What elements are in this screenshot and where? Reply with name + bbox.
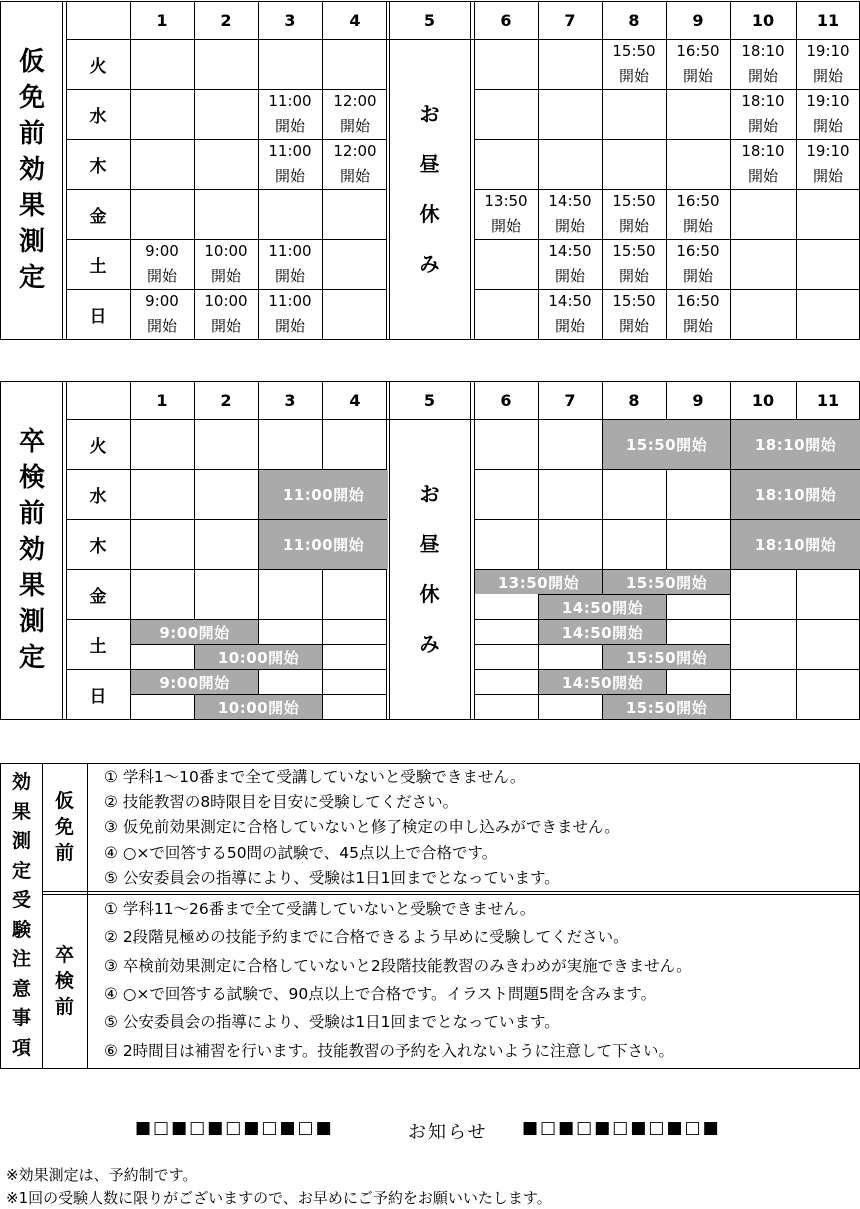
slot-start-label: 開始 [274,167,305,185]
slot-start-label: 開始 [339,167,370,185]
slot-time: 10:00 [204,292,248,310]
slot-time: 9:00 [145,242,179,260]
slot-start-label: 開始 [146,267,177,285]
sotsuken-note: ③ 卒検前効果測定に合格していないと2段階技能教習のみきわめが実施できません。 [104,956,692,975]
slot-time: 18:10 [741,42,785,60]
slot-start-label: 開始 [747,67,778,85]
grid-line [474,189,860,190]
title-char: 検 [18,463,45,493]
karimen-note: ③ 仮免前効果測定に合格していないと修了検定の申し込みができません。 [104,818,620,837]
grid-line [42,891,860,892]
period-header: 5 [423,390,436,410]
title-char: 免 [18,83,45,113]
slot-start-label: 開始 [339,117,370,135]
exam-slot [194,241,258,287]
day-label: 火 [89,56,107,77]
grid-line [474,139,860,140]
label-char: 前 [54,996,74,1018]
exam-slot [194,291,258,337]
period-header: 11 [816,390,840,410]
day-label: 水 [89,486,107,507]
exam-slot-bar: 15:50開始 [603,645,730,669]
slot-start-label: 開始 [747,167,778,185]
exam-slot-bar: 15:50開始 [603,695,730,719]
grid-line [87,763,88,1068]
exam-slot-bar: 10:00開始 [195,695,322,719]
title-char: 仮 [18,47,45,77]
period-header: 8 [628,10,640,30]
slot-start-label: 開始 [210,267,241,285]
grid-line [0,339,860,340]
exam-slot-bar: 18:10開始 [731,520,860,569]
notes-title-char: 測 [11,830,31,852]
slot-time: 16:50 [676,242,720,260]
slot-time: 9:00 [145,292,179,310]
label-char: 仮 [54,790,74,812]
slot-time: 10:00 [204,242,248,260]
exam-slot-bar: 14:50開始 [539,620,666,644]
exam-slot [666,41,730,87]
exam-slot [796,41,860,87]
slot-start-label: 開始 [554,217,585,235]
exam-slot [258,91,322,137]
period-header: 6 [500,390,512,410]
grid-line [470,381,471,719]
slot-start-label: 開始 [210,317,241,335]
exam-slot [602,41,666,87]
slot-start-label: 開始 [747,117,778,135]
period-header: 1 [156,390,168,410]
period-header: 9 [692,10,704,30]
grid-line [66,189,386,190]
exam-slot [666,291,730,337]
period-header: 11 [816,10,840,30]
exam-slot [602,291,666,337]
slot-time: 13:50 [484,192,528,210]
slot-time: 19:10 [806,142,850,160]
slot-start-label: 開始 [618,317,649,335]
slot-start-label: 開始 [812,67,843,85]
exam-slot [258,241,322,287]
exam-slot [322,141,388,187]
period-header: 7 [564,10,576,30]
lunch-char: 昼 [419,152,440,176]
period-header: 3 [284,390,296,410]
period-header: 8 [628,390,640,410]
exam-slot [730,91,796,137]
slot-start-label: 開始 [554,267,585,285]
slot-start-label: 開始 [490,217,521,235]
banner-decor-right: ■□■□■□■□■□■ [522,1118,721,1138]
grid-line [0,763,860,764]
exam-slot-bar: 15:50開始 [603,420,730,469]
slot-time: 11:00 [268,142,312,160]
title-char: 前 [18,499,45,529]
label-char: 前 [54,842,74,864]
lunch-char: お [419,102,440,126]
karimen-note: ④ ○×で回答する50問の試験で、45点以上で合格です。 [104,843,498,862]
exam-slot-bar: 18:10開始 [731,470,860,519]
lunch-char: 昼 [419,532,440,556]
banner-decor-left: ■□■□■□■□■□■ [135,1118,334,1138]
title-char: 定 [18,643,45,673]
karimen-note: ① 学科1～10番まで全て受講していないと受験できません。 [104,768,526,786]
slot-time: 15:50 [612,192,656,210]
table1-title [2,1,62,339]
grid-line [474,289,860,290]
period-header: 4 [349,390,361,410]
grid-line [0,381,1,719]
day-label: 土 [89,256,107,277]
grid-line [42,894,860,895]
exam-slot-bar: 18:10開始 [731,420,860,469]
notes-title-char: 意 [11,977,31,1000]
exam-slot [602,191,666,237]
slot-start-label: 開始 [618,67,649,85]
period-header: 2 [220,390,232,410]
exam-slot [666,241,730,287]
day-label: 水 [89,106,107,127]
slot-time: 14:50 [548,292,592,310]
slot-time: 14:50 [548,192,592,210]
grid-line [0,1,1,339]
slot-time: 12:00 [333,92,377,110]
title-char: 果 [18,191,45,221]
period-header: 6 [500,10,512,30]
day-label: 日 [89,686,107,707]
slot-start-label: 開始 [618,217,649,235]
slot-time: 11:00 [268,292,312,310]
period-header: 9 [692,390,704,410]
notes-title-char: 果 [11,800,31,823]
lunch-break [389,419,470,719]
title-char: 測 [18,607,45,637]
exam-slot-bar: 9:00開始 [131,670,258,694]
exam-slot-bar: 14:50開始 [539,670,666,694]
period-header: 2 [220,10,232,30]
notes-title-char: 受 [11,889,31,911]
slot-start-label: 開始 [274,317,305,335]
exam-slot [130,241,194,287]
day-label: 木 [89,536,107,557]
slot-time: 12:00 [333,142,377,160]
grid-line [62,381,63,719]
footnote: ※1回の受験人数に限りがございますので、お早めにご予約をお願いいたします。 [6,1189,552,1207]
exam-slot [796,141,860,187]
exam-slot-bar: 13:50開始 [475,570,602,594]
day-label: 火 [89,436,107,457]
period-header: 3 [284,10,296,30]
day-label: 土 [89,636,107,657]
label-char: 卒 [54,944,74,966]
slot-time: 11:00 [268,242,312,260]
sotsuken-note: ② 2段階見極めの技能予約までに合格できるよう早めに受験してください。 [104,928,629,947]
period-header: 10 [751,390,775,410]
exam-slot [474,191,538,237]
lunch-char: お [419,482,440,506]
slot-start-label: 開始 [554,317,585,335]
day-label: 金 [89,206,107,227]
period-header: 1 [156,10,168,30]
period-header: 5 [423,10,436,30]
day-label: 木 [89,156,107,177]
slot-start-label: 開始 [812,117,843,135]
exam-slot-bar: 9:00開始 [131,620,258,644]
lunch-break [389,39,470,339]
footnote: ※効果測定は、予約制です。 [6,1166,198,1184]
slot-time: 16:50 [676,292,720,310]
exam-slot [666,191,730,237]
exam-slot-bar: 14:50開始 [539,595,666,619]
slot-time: 19:10 [806,92,850,110]
exam-slot [538,291,602,337]
period-header: 4 [349,10,361,30]
sotsuken-note: ① 学科11～26番まで全て受講していないと受験できません。 [104,900,536,918]
slot-start-label: 開始 [812,167,843,185]
period-header: 10 [751,10,775,30]
grid-line [474,89,860,90]
slot-time: 16:50 [676,42,720,60]
title-char: 定 [18,263,45,293]
notes-title-char: 項 [11,1036,31,1059]
karimen-label [42,763,87,891]
exam-slot [130,291,194,337]
grid-line [66,569,386,570]
slot-start-label: 開始 [682,217,713,235]
grid-line [0,719,860,720]
label-char: 検 [54,970,74,992]
slot-time: 19:10 [806,42,850,60]
exam-slot [258,141,322,187]
exam-slot [538,241,602,287]
notes-title-char: 験 [11,918,31,941]
sotsuken-note: ⑤ 公安委員会の指導により、受験は1日1回までとなっています。 [104,1013,560,1032]
slot-start-label: 開始 [146,317,177,335]
banner-title: お知らせ [408,1122,488,1143]
notes-title-char: 事 [11,1007,31,1029]
notes-title-char: 効 [11,771,31,793]
slot-time: 15:50 [612,42,656,60]
day-label: 日 [89,306,107,327]
exam-slot [796,91,860,137]
grid-line [62,1,63,339]
exam-slot-bar: 11:00開始 [259,520,388,569]
exam-slot [730,41,796,87]
lunch-char: み [419,252,440,276]
title-char: 果 [18,571,45,601]
slot-time: 14:50 [548,242,592,260]
lunch-char: 休 [419,582,440,606]
sotsuken-note: ⑥ 2時間目は補習を行います。技能教習の予約を入れないように注意して下さい。 [104,1041,674,1060]
grid-line [474,669,860,670]
sotsuken-note: ④ ○×で回答する試験で、90点以上で合格です。イラスト問題5問を含みます。 [104,984,657,1003]
slot-start-label: 開始 [274,267,305,285]
slot-start-label: 開始 [682,317,713,335]
lunch-char: 休 [419,202,440,226]
lunch-char: み [419,632,440,656]
title-char: 効 [18,535,45,565]
sotsuken-label [42,894,87,1068]
notes-title-char: 注 [11,948,31,970]
table2-title [2,381,62,719]
notes-title-char: 定 [11,859,31,882]
title-char: 前 [18,119,45,149]
exam-slot-bar: 15:50開始 [603,570,730,594]
grid-line [474,619,860,620]
grid-line [470,1,471,339]
exam-slot [538,191,602,237]
slot-start-label: 開始 [682,267,713,285]
title-char: 効 [18,155,45,185]
notes-title [1,763,42,1068]
slot-start-label: 開始 [682,67,713,85]
exam-slot-bar: 11:00開始 [259,470,388,519]
slot-time: 11:00 [268,92,312,110]
label-char: 免 [54,816,74,838]
exam-slot [730,141,796,187]
exam-slot-bar: 10:00開始 [195,645,322,669]
slot-time: 18:10 [741,92,785,110]
slot-time: 18:10 [741,142,785,160]
exam-slot [602,241,666,287]
grid-line [0,1068,860,1069]
period-header: 7 [564,390,576,410]
slot-start-label: 開始 [274,117,305,135]
slot-start-label: 開始 [618,267,649,285]
slot-time: 15:50 [612,242,656,260]
karimen-note: ② 技能教習の8時限目を目安に受験してください。 [104,793,459,812]
slot-time: 15:50 [612,292,656,310]
slot-time: 16:50 [676,192,720,210]
karimen-note: ⑤ 公安委員会の指導により、受験は1日1回までとなっています。 [104,868,560,887]
exam-slot [322,91,388,137]
grid-line [474,239,860,240]
exam-slot [258,291,322,337]
title-char: 卒 [18,427,45,457]
day-label: 金 [89,586,107,607]
title-char: 測 [18,227,45,257]
